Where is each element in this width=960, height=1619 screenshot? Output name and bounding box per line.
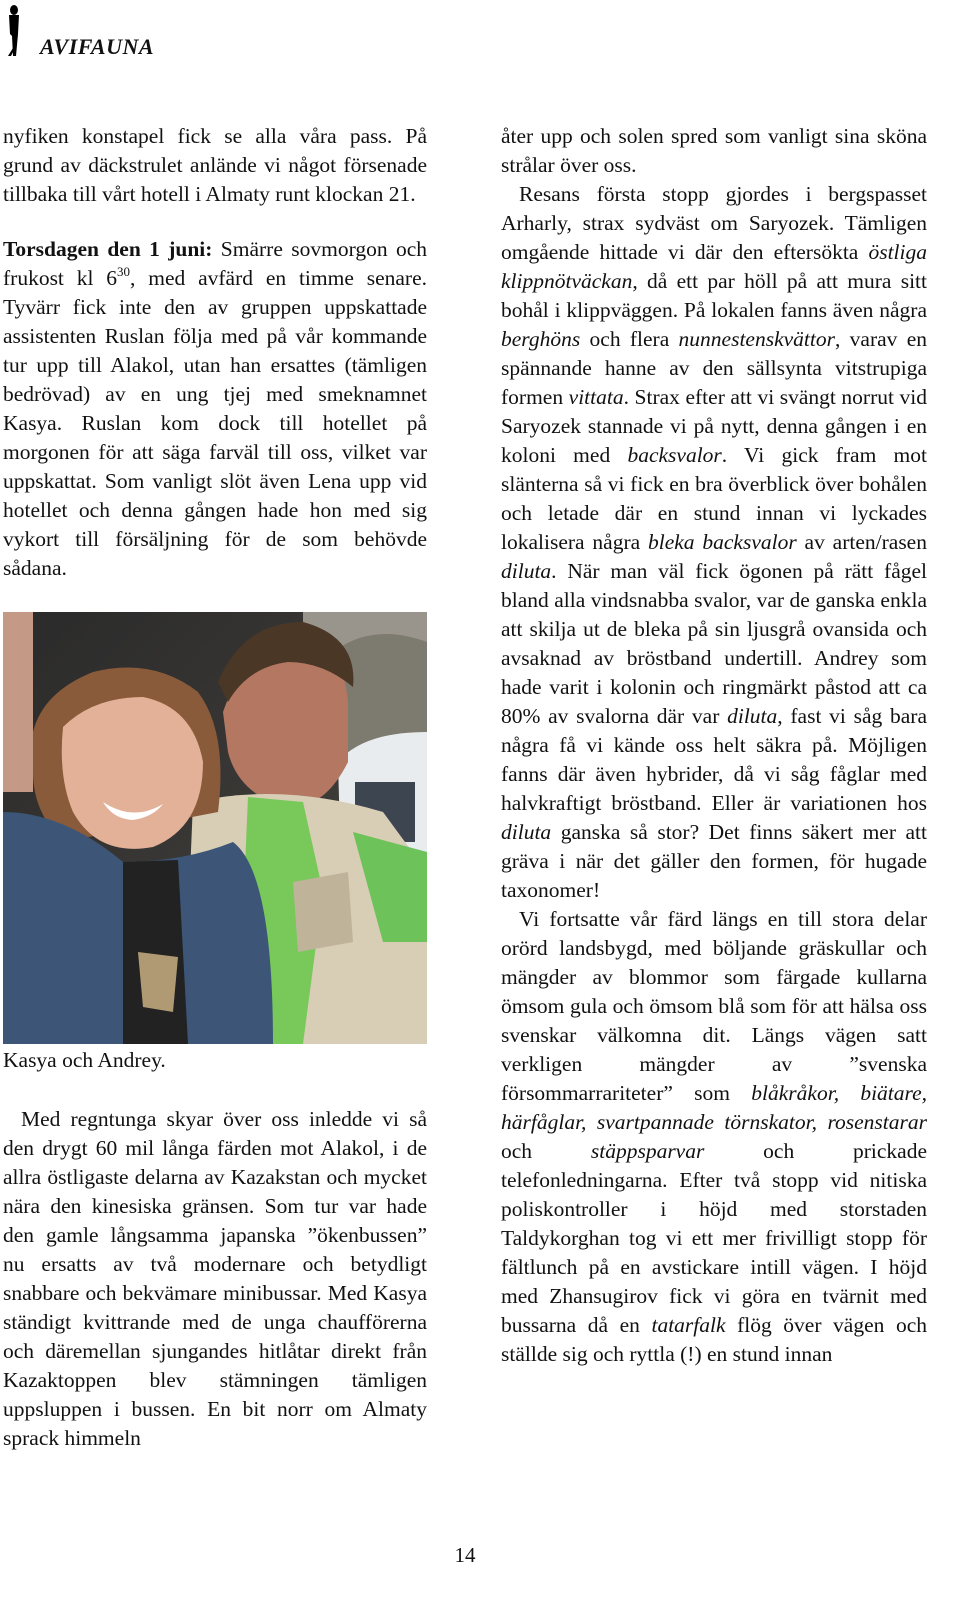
page-number: 14 (454, 1543, 476, 1567)
right-column (501, 122, 927, 1369)
paragraph: nyfiken konstapel fick se alla våra pass. På grund av däckstrulet anlände vi något försenade tillbaka till vårt hotell i Almaty runt klockan 21. (3, 124, 427, 206)
brand-name: AVIFAUNA (40, 34, 155, 59)
page-header (4, 4, 304, 64)
left-column (3, 122, 427, 1453)
paragraph: Resans första stopp gjordes i bergspasset Arharly, strax sydväst om Saryozek. Tämligen omgående hittade vi där den eftersökta östliga klippnötväckan, då ett par höll på att mura sitt bohål i klippväggen. På lokalen fanns även några berghöns och flera nunnestenskvättor, varav en spännande hanne av den sällsynta vitstrupiga formen vittata. Strax efter att vi svängt norrut vid Saryozek stannade vi på nytt, denna gången i en koloni med backsvalor. Vi gick fram mot slänterna så vi fick en bra överblick över bohålen och letade där en stund innan vi lyckades lokalisera några bleka backsvalor av arten/rasen diluta. När man väl fick ögonen på rätt fågel bland alla vindsnabba svalor, var de ganska enkla att skilja ut de bleka på sin ljusgrå ovansida och avsaknad av bröstband undertill. Andrey som hade varit i kolonin och ringmärkt påstod att ca 80% av svalorna där var diluta, fast vi såg bara några få vi kände oss helt säkra på. Möjligen fanns där även hybrider, då vi såg fåglar med halvkraftigt bröstband. Eller är variationen hos diluta ganska så stor? Det finns säkert mer att gräva i när det gäller den formen, för hugade taxonomer! (501, 182, 928, 902)
photo-kasya-andrey (3, 612, 427, 1044)
paragraph: åter upp och solen spred som vanligt sina sköna strålar över oss. (501, 124, 927, 177)
paragraph: Torsdagen den 1 juni: Smärre sovmorgon och frukost kl $6^{30}$, med avfärd en timme senare. Tyvärr fick inte den av gruppen uppskattade assistenten Ruslan följa med på vår kommande tur upp till Alakol, utan han ersattes (tämligen bedrövad) av en ung tjej med smeknamnet Kasya. Ruslan kom dock till hotellet på morgonen för att säga farväl till oss, vilket var uppskattat. Som vanligt slöt även Lena upp vid hotellet och denna gången hade hon med sig vykort till försäljning för de som behövde sådana. (3, 237, 427, 580)
paragraph: Vi fortsatte vår färd längs en till stora delar orörd landsbygd, med böljande gräskullar och mängder av blommor som färgade kullarna ömsom gula och ömsom blå som för att hälsa oss svenskar välkomna dit. Längs vägen satt verkligen mängder av ”svenska försommarrariteter” som blåkråkor, biätare, härfåglar, svartpannade törnskator, rosenstarar och stäppsparvar och prickade telefonledningarna. Efter två stopp vid nitiska poliskontroller i höjd med storstaden Taldykorghan tog vi ett mer frivilligt stopp för fältlunch på en avstickare intill vägen. I höjd med Zhansugirov fick vi göra en tvärnit med bussarna då en tatarfalk flög över vägen och ställde sig och ryttla (!) en stund innan (501, 907, 928, 1366)
paragraph: Med regntunga skyar över oss inledde vi så den drygt 60 mil långa färden mot Alakol, i de allra östligaste delarna av Kazakstan och mycket nära den kinesiska gränsen. Som tur var hade den gamle långsamma japanska ”ökenbussen” nu ersatts av två modernare och betydligt snabbare och bekvämare minibussar. Med Kasya ständigt kvittrande med de unga chaufförerna och däremellan sjungandes hitlåtar direkt från Kazaktoppen blev stämningen tämligen uppsluppen i bussen. En bit norr om Almaty sprack himmeln (3, 1107, 427, 1450)
photo-caption: Kasya och Andrey. (3, 1048, 166, 1072)
day-heading: Torsdagen den 1 juni: (3, 237, 213, 261)
bird-watcher-logo-icon (4, 4, 24, 58)
